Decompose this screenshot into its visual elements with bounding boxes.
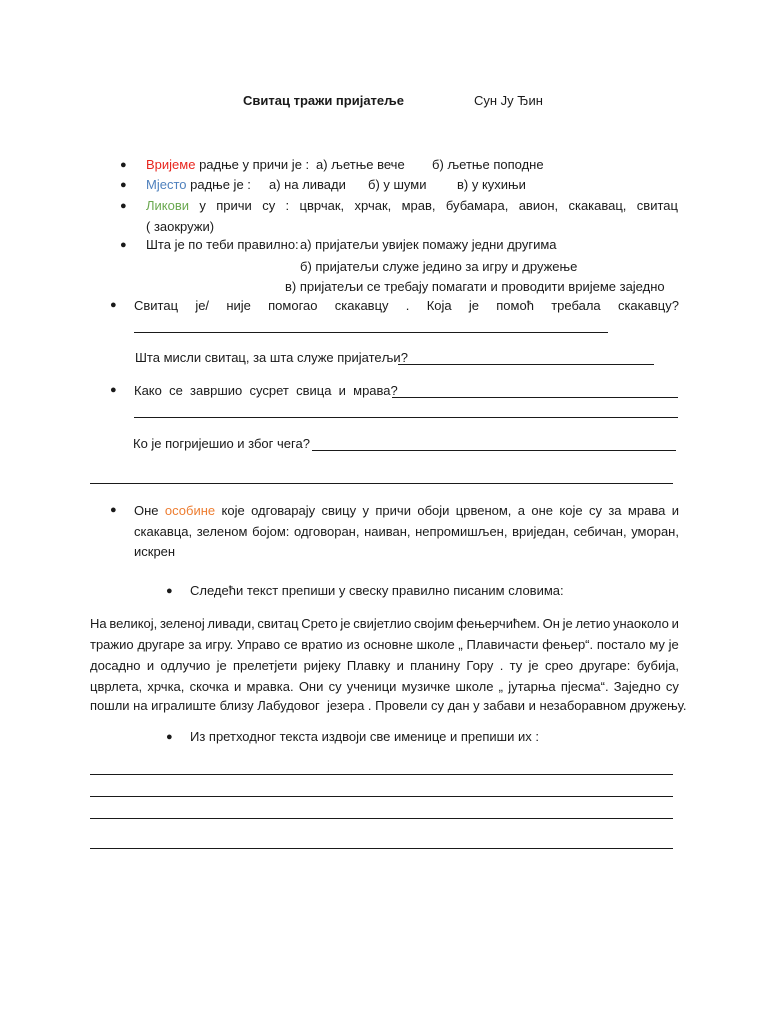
word: летио: [575, 616, 611, 631]
trait-word[interactable]: уморан,: [631, 524, 679, 539]
word: помогао: [268, 298, 318, 313]
word: Срето: [301, 616, 338, 631]
word: је: [528, 658, 539, 673]
word: тражио: [90, 637, 134, 652]
word: срео: [544, 658, 574, 673]
bullet-icon: ●: [110, 384, 117, 396]
word: .: [405, 298, 410, 313]
word: На: [90, 616, 107, 631]
word: црвеном,: [455, 503, 512, 518]
word: :: [285, 198, 290, 213]
question-traits-line1: [134, 503, 679, 518]
question-meeting: Како се завршио сусрет свица и мрава?: [134, 383, 398, 398]
word: Заједно: [613, 679, 661, 694]
word: игру.: [205, 637, 234, 652]
word: мрава: [627, 503, 666, 518]
word: и: [396, 658, 404, 673]
answer-line[interactable]: [90, 818, 673, 819]
word: у: [362, 503, 370, 518]
word: „: [498, 679, 503, 694]
word: свицу: [321, 503, 357, 518]
word: су: [665, 679, 679, 694]
word: Плавку: [346, 658, 391, 673]
question-place: [146, 177, 251, 192]
word: ливади,: [207, 616, 255, 631]
word: унаоколо: [613, 616, 669, 631]
question-traits-line2: [134, 524, 679, 539]
bullet-icon: ●: [120, 179, 127, 191]
word: скакавца,: [134, 524, 193, 539]
word: скакавцу?: [617, 298, 679, 313]
word: пјесма“.: [560, 679, 609, 694]
word: су: [588, 503, 602, 518]
word: Свитац: [134, 298, 179, 313]
bullet-icon: ●: [120, 239, 127, 251]
question-mistake: Ко је погријешио и због чега?: [133, 436, 310, 451]
word: и: [234, 679, 242, 694]
word: је: [668, 637, 679, 652]
word: ријеку: [303, 658, 341, 673]
word: музичке: [401, 679, 451, 694]
option-character[interactable]: свитац: [636, 198, 678, 213]
trait-word[interactable]: непромишљен,: [415, 524, 508, 539]
word: је: [216, 658, 227, 673]
word: Оне: [134, 503, 159, 518]
word: обоји: [417, 503, 450, 518]
word: Плавичасти: [466, 637, 539, 652]
question-friends-purpose: Шта мисли свитац, за шта служе пријатељи?: [135, 350, 408, 365]
bullet-icon: ●: [110, 504, 117, 516]
paragraph-line: [90, 637, 679, 652]
word: Гору: [466, 658, 494, 673]
word: зеленом: [196, 524, 248, 539]
word: хрчка,: [147, 679, 185, 694]
option-time-a[interactable]: а) љетње вече: [316, 157, 405, 172]
word: помоћ: [496, 298, 534, 313]
word: бојом:: [252, 524, 290, 539]
word: свијетлио: [353, 616, 412, 631]
author-name: Сун Ју Ђин: [474, 93, 543, 108]
word: и: [146, 658, 155, 673]
word: за: [608, 503, 622, 518]
word: основне: [363, 637, 413, 652]
word: постало: [596, 637, 646, 652]
word: су: [328, 679, 342, 694]
word: а: [517, 503, 526, 518]
word: је/: [195, 298, 210, 313]
answer-line[interactable]: [134, 332, 608, 333]
word: је: [562, 616, 573, 631]
answer-line[interactable]: [134, 417, 678, 418]
word: фењер“.: [542, 637, 594, 652]
word: свитац: [257, 616, 299, 631]
answer-line[interactable]: [90, 848, 673, 849]
word: Он: [542, 616, 560, 631]
option-time-b[interactable]: б) љетње поподне: [432, 157, 544, 172]
word: оне: [531, 503, 554, 518]
word: фењерчићем.: [456, 616, 540, 631]
word: Они: [298, 679, 324, 694]
word: прелетјети: [233, 658, 298, 673]
option-character[interactable]: авион,: [518, 198, 559, 213]
word: школе: [416, 637, 455, 652]
word: које: [559, 503, 583, 518]
trait-word[interactable]: наиван,: [364, 524, 411, 539]
word: мравка.: [246, 679, 294, 694]
word: јутарња: [508, 679, 556, 694]
word: својим: [414, 616, 454, 631]
bullet-icon: ●: [166, 731, 173, 743]
word: другаре: [137, 637, 185, 652]
paragraph-line: [90, 616, 679, 631]
word: причи: [216, 198, 252, 213]
word: требала: [551, 298, 601, 313]
word: зеленој: [159, 616, 205, 631]
word: Управо: [236, 637, 281, 652]
worksheet-title: Свитац тражи пријатеље: [243, 93, 404, 108]
word: му: [649, 637, 665, 652]
word: и: [671, 616, 679, 631]
word: цврлета,: [90, 679, 143, 694]
trait-word[interactable]: вриједан,: [512, 524, 569, 539]
trait-word[interactable]: одговоран,: [294, 524, 360, 539]
keyword-traits: особине: [164, 503, 216, 518]
word: се: [283, 637, 298, 652]
option-friendship-a[interactable]: а) пријатељи увијек помажу једни другима: [300, 237, 557, 252]
option-character[interactable]: скакавац,: [568, 198, 627, 213]
bullet-icon: ●: [120, 200, 127, 212]
keyword-characters: Ликови: [146, 198, 190, 213]
word: није: [226, 298, 251, 313]
answer-line[interactable]: [312, 450, 676, 451]
question-help: [134, 298, 679, 313]
trait-word[interactable]: себичан,: [573, 524, 627, 539]
paragraph-line: [90, 679, 679, 694]
bullet-icon: ●: [120, 159, 127, 171]
word: великој,: [109, 616, 158, 631]
question-time-text: радње у причи је :: [195, 157, 310, 172]
option-friendship-b[interactable]: б) пријатељи служе једино за игру и дружење: [300, 259, 578, 274]
word: је: [340, 616, 351, 631]
answer-line[interactable]: [398, 364, 654, 365]
bullet-icon: ●: [110, 299, 117, 311]
keyword-place: Мјесто: [146, 177, 187, 192]
question-place-text: радње је :: [186, 177, 251, 192]
paragraph-line-last: пошли на игралиште близу Лабудовог језера . Провели су дан у забави и незаборавном дружењу.: [90, 698, 687, 713]
word: које: [221, 503, 245, 518]
trait-word[interactable]: искрен: [134, 544, 176, 559]
question-time: [146, 157, 309, 172]
word: школе: [455, 679, 494, 694]
option-character[interactable]: цврчак,: [299, 198, 345, 213]
word: „: [458, 637, 463, 652]
answer-line[interactable]: [392, 397, 678, 398]
word: су: [262, 198, 276, 213]
word: је: [468, 298, 479, 313]
option-place-a[interactable]: а) на ливади: [269, 177, 346, 192]
answer-line[interactable]: [90, 774, 673, 775]
word: вратио: [301, 637, 343, 652]
instruction-circle: ( заокружи): [146, 219, 215, 234]
word: досадно: [90, 658, 141, 673]
word: одговарају: [251, 503, 316, 518]
word: одлучио: [160, 658, 211, 673]
word: планину: [410, 658, 461, 673]
option-character[interactable]: бубамара,: [445, 198, 509, 213]
word: у: [199, 198, 206, 213]
word: бубија,: [636, 658, 679, 673]
option-friendship-c[interactable]: в) пријатељи се требају помагати и проводити вријеме заједно: [285, 279, 665, 294]
word: и: [671, 503, 679, 518]
word: Која: [426, 298, 452, 313]
task-copy-text: Следећи текст препиши у свеску правилно писаним словима:: [190, 583, 564, 598]
option-character[interactable]: мрав,: [401, 198, 436, 213]
word: .: [499, 658, 504, 673]
question-friendship: Шта је по теби правилно:: [146, 237, 299, 252]
task-extract-nouns: Из претходног текста издвоји све именице и препиши их :: [190, 729, 539, 744]
word: скочка: [189, 679, 229, 694]
option-character[interactable]: хрчак,: [354, 198, 392, 213]
word: другаре:: [579, 658, 631, 673]
question-characters: [146, 198, 678, 213]
paragraph-line: [90, 658, 679, 673]
answer-line[interactable]: [90, 483, 673, 484]
option-place-c[interactable]: в) у кухињи: [457, 177, 526, 192]
bullet-icon: ●: [166, 585, 173, 597]
word: причи: [375, 503, 411, 518]
word: из: [346, 637, 360, 652]
word: скакавцу: [334, 298, 389, 313]
word: за: [188, 637, 202, 652]
option-place-b[interactable]: б) у шуми: [368, 177, 427, 192]
word: ту: [509, 658, 523, 673]
word: ученици: [346, 679, 397, 694]
answer-line[interactable]: [90, 796, 673, 797]
keyword-time: Вријеме: [146, 157, 196, 172]
